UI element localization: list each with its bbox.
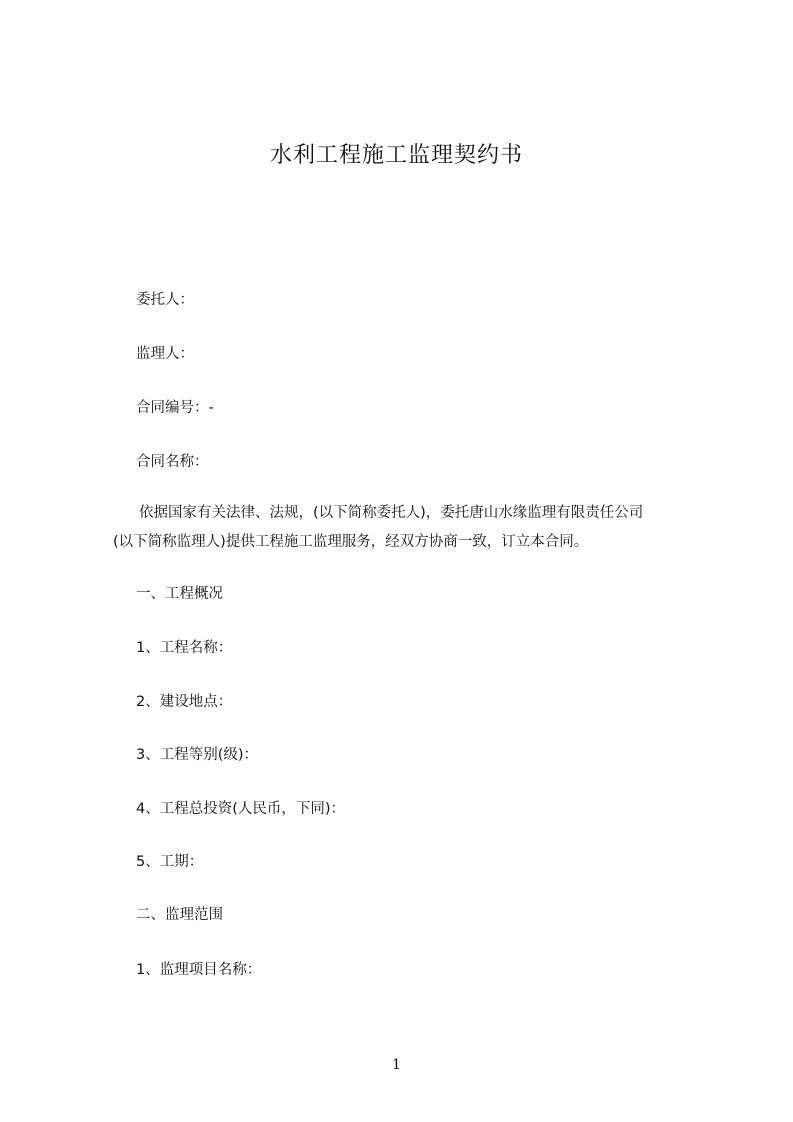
document-title: 水利工程施工监理契约书 <box>269 143 523 168</box>
section-1-item: 1、工程名称： <box>136 640 233 656</box>
section-1-item: 3、工程等别(级)： <box>136 747 259 763</box>
intro-paragraph <box>113 499 703 557</box>
contract-name-field-label: 合同名称： <box>136 454 209 470</box>
page-number: 1 <box>392 1057 401 1073</box>
supervisor-field-label: 监理人： <box>136 346 194 362</box>
section-2-item: 1、监理项目名称： <box>136 962 262 978</box>
client-field-label: 委托人： <box>136 292 194 308</box>
intro-line-2: (以下简称监理人)提供工程施工监理服务，经双方协商一致，订立本合同。 <box>113 534 589 550</box>
section-1-item: 4、工程总投资(人民币，下同)： <box>136 801 346 817</box>
contract-number-field-label: 合同编号：- <box>136 400 214 416</box>
section-1-item: 2、建设地点： <box>136 694 233 710</box>
section-2-heading: 二、监理范围 <box>136 907 223 923</box>
section-1-heading: 一、工程概况 <box>136 586 223 602</box>
section-1-item: 5、工期： <box>136 854 204 870</box>
intro-line-1: 依据国家有关法律、法规，(以下简称委托人)，委托唐山水缘监理有限责任公司 <box>139 505 644 521</box>
